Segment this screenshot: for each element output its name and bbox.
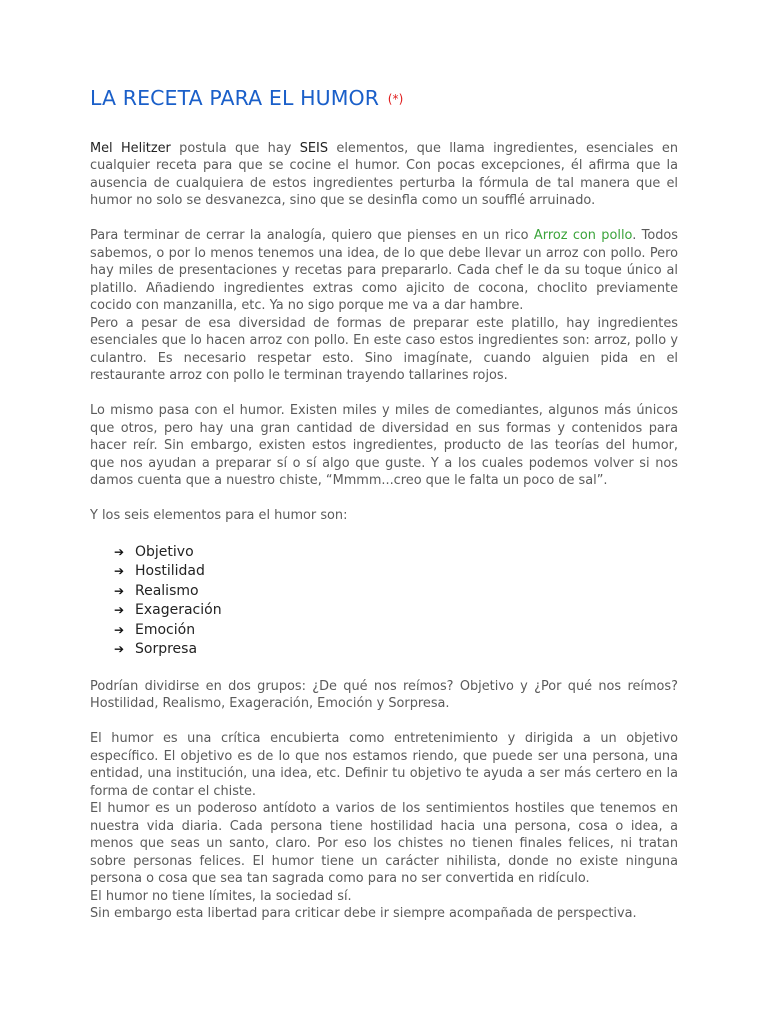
arrow-icon: ➔ [114,544,125,559]
list-item-label: Hostilidad [135,563,205,580]
list-item-label: Realismo [135,582,199,599]
list-item-label: Exageración [135,602,222,619]
list-item [114,621,678,641]
paragraph-perspective: Sin embargo esta libertad para criticar debe ir siempre acompañada de perspectiva. [90,906,637,922]
arrow-icon: ➔ [114,564,125,579]
paragraph-groups: Podrían dividirse en dos grupos: ¿De qué nos reímos? Objetivo y ¿Por qué nos reímos? Hostilidad, Realismo, Exageración, Emoción y Sorpresa. [90,678,678,712]
paragraph-limits: El humor no tiene límites, la sociedad sí. [90,888,352,904]
arrow-icon: ➔ [114,622,125,637]
author-name: Mel Helitzer [90,140,171,156]
analogy-text-1: Para terminar de cerrar la analogía, quiero que pienses en un rico [90,228,534,244]
humor-elements-list [90,543,678,660]
arrow-icon: ➔ [114,603,125,618]
paragraph-ingredients: Pero a pesar de esa diversidad de formas de preparar este platillo, hay ingredientes esenciales que lo hacen arroz con pollo. En este caso estos ingredientes son: arroz, pollo y culantro. Es necesario respetar esto. Sino imagínate, cuando alguien pida en el restaurante arroz con pollo le terminan trayendo tallarines rojos. [90,315,678,384]
paragraph-objective: El humor es una crítica encubierta como entretenimiento y dirigida a un objetivo específico. El objetivo es de lo que nos estamos riendo, que puede ser una persona, una entidad, una institución, una idea, etc. Definir tu objetivo te ayuda a ser más certero en la forma de contar el chiste. [90,731,678,799]
paragraph-hostility: El humor es un poderoso antídoto a varios de los sentimientos hostiles que tenemos en nuestra vida diaria. Cada persona tiene hostilidad hacia una persona, cosa o idea, a menos que seas un santo, claro. Por eso los chistes no tienen finales felices, ni tratan sobre personas felices. El humor tiene un carácter nihilista, donde no existe ninguna persona o cosa que sea tan sagrada como para no ser convertida en ridículo. [90,801,678,887]
paragraph-list-intro: Y los seis elementos para el humor son: [90,508,348,524]
intro-text-1: postula que hay [170,140,300,156]
list-item-label: Objetivo [135,543,194,560]
intro-text-2: elementos, que llama ingredientes, esenciales en cualquier receta para que se cocine el humor. Con pocas excepciones, él afirma que la ausencia de cualquiera de estos ingredientes perturba la fórmula de tal manera que el humor no solo se desvanezca, sino que se desinfla como un soufflé arruinado. [90,140,678,209]
list-item [114,562,678,582]
list-item [114,582,678,602]
paragraph-intro [90,140,678,210]
list-item-label: Emoción [135,621,196,638]
list-item [114,601,678,621]
paragraph-humor-diversity: Lo mismo pasa con el humor. Existen miles y miles de comediantes, algunos más únicos que otros, pero hay una gran cantidad de diversidad en sus formas y contenidos para hacer reír. Sin embargo, existen estos ingredientes, producto de las teorías del humor, que nos ayudan a preparar sí o sí algo que guste. Y a los cuales podemos volver si nos damos cuenta que a nuestro chiste, “Mmmm...creo que le falta un poco de sal”. [90,403,678,489]
list-item [114,543,678,563]
arroz-con-pollo-highlight: Arroz con pollo [533,228,633,244]
arrow-icon: ➔ [114,642,125,657]
list-item [114,640,678,660]
list-item-label: Sorpresa [135,641,198,658]
paragraph-analogy [90,227,678,315]
analogy-text-2: . Todos sabemos, o por lo menos tenemos una idea, de lo que debe llevar un arroz con pollo. Pero hay miles de presentaciones y recetas para prepararlo. Cada chef le da su toque único al platillo. Añadiendo ingredientes extras como ajicito de cocona, choclito previamente cocido con manzanilla, etc. Ya no sigo porque me va a dar hambre. [90,228,678,314]
arrow-icon: ➔ [114,583,125,598]
document-title [90,86,678,111]
title-footnote-marker: (*) [387,92,404,106]
title-text: LA RECETA PARA EL HUMOR [90,86,380,110]
six-emphasis: SEIS [299,140,329,156]
